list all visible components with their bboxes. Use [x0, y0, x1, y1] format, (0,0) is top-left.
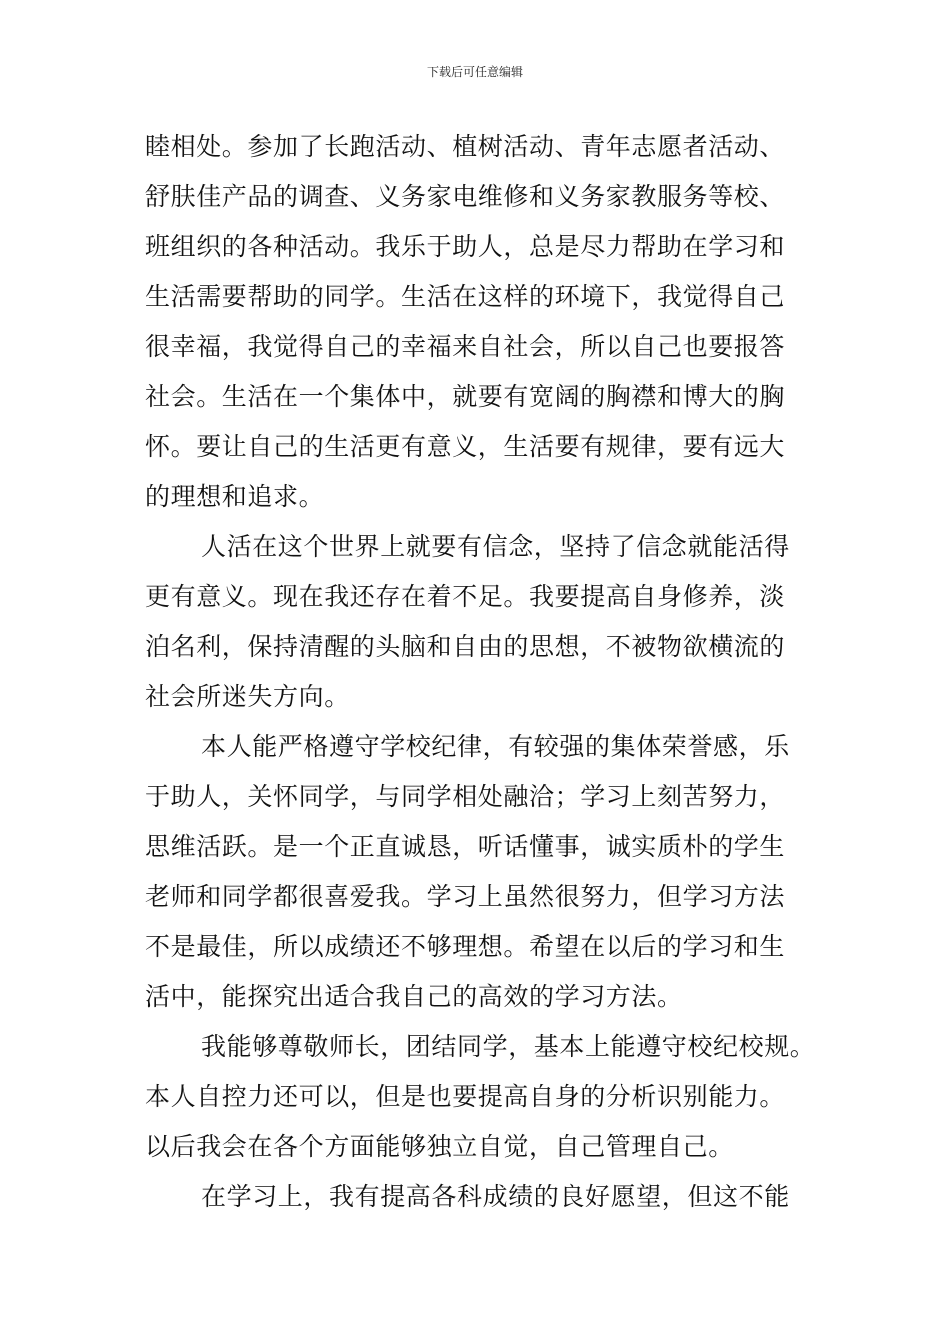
text-line: 在学习上，我有提高各科成绩的良好愿望，但这不能	[201, 1182, 790, 1211]
text-line: 的理想和追求。	[145, 482, 325, 511]
text-line: 很幸福，我觉得自己的幸福来自社会，所以自己也要报答	[145, 332, 786, 361]
text-line: 社会所迷失方向。	[145, 682, 350, 711]
text-line: 生活需要帮助的同学。生活在这样的环境下，我觉得自己	[145, 282, 786, 311]
text-line: 人活在这个世界上就要有信念，坚持了信念就能活得	[201, 532, 790, 561]
document-body	[145, 122, 845, 1222]
text-line: 睦相处。参加了长跑活动、植树活动、青年志愿者活动、	[145, 132, 786, 161]
text-line: 于助人，关怀同学，与同学相处融洽；学习上刻苦努力，	[145, 782, 786, 811]
text-line: 活中，能探究出适合我自己的高效的学习方法。	[145, 982, 683, 1011]
text-line: 更有意义。现在我还存在着不足。我要提高自身修养，淡	[145, 582, 786, 611]
text-line: 思维活跃。是一个正直诚恳，听话懂事，诚实质朴的学生	[145, 832, 786, 861]
text-line: 本人自控力还可以，但是也要提高自身的分析识别能力。	[145, 1082, 786, 1111]
text-line: 不是最佳，所以成绩还不够理想。希望在以后的学习和生	[145, 932, 786, 961]
text-line: 班组织的各种活动。我乐于助人，总是尽力帮助在学习和	[145, 232, 786, 261]
text-line: 以后我会在各个方面能够独立自觉，自己管理自己。	[145, 1132, 734, 1161]
page-header: 下载后可任意编辑	[426, 65, 523, 79]
text-line: 老师和同学都很喜爱我。学习上虽然很努力，但学习方法	[145, 882, 786, 911]
text-line: 社会。生活在一个集体中，就要有宽阔的胸襟和博大的胸	[145, 382, 786, 411]
text-line: 舒肤佳产品的调查、义务家电维修和义务家教服务等校、	[145, 182, 786, 211]
text-line: 怀。要让自己的生活更有意义，生活要有规律，要有远大	[145, 432, 786, 461]
text-line: 泊名利，保持清醒的头脑和自由的思想，不被物欲横流的	[145, 632, 786, 661]
text-line: 我能够尊敬师长，团结同学，基本上能遵守校纪校规。	[201, 1032, 816, 1061]
text-line: 本人能严格遵守学校纪律，有较强的集体荣誉感，乐	[201, 732, 790, 761]
